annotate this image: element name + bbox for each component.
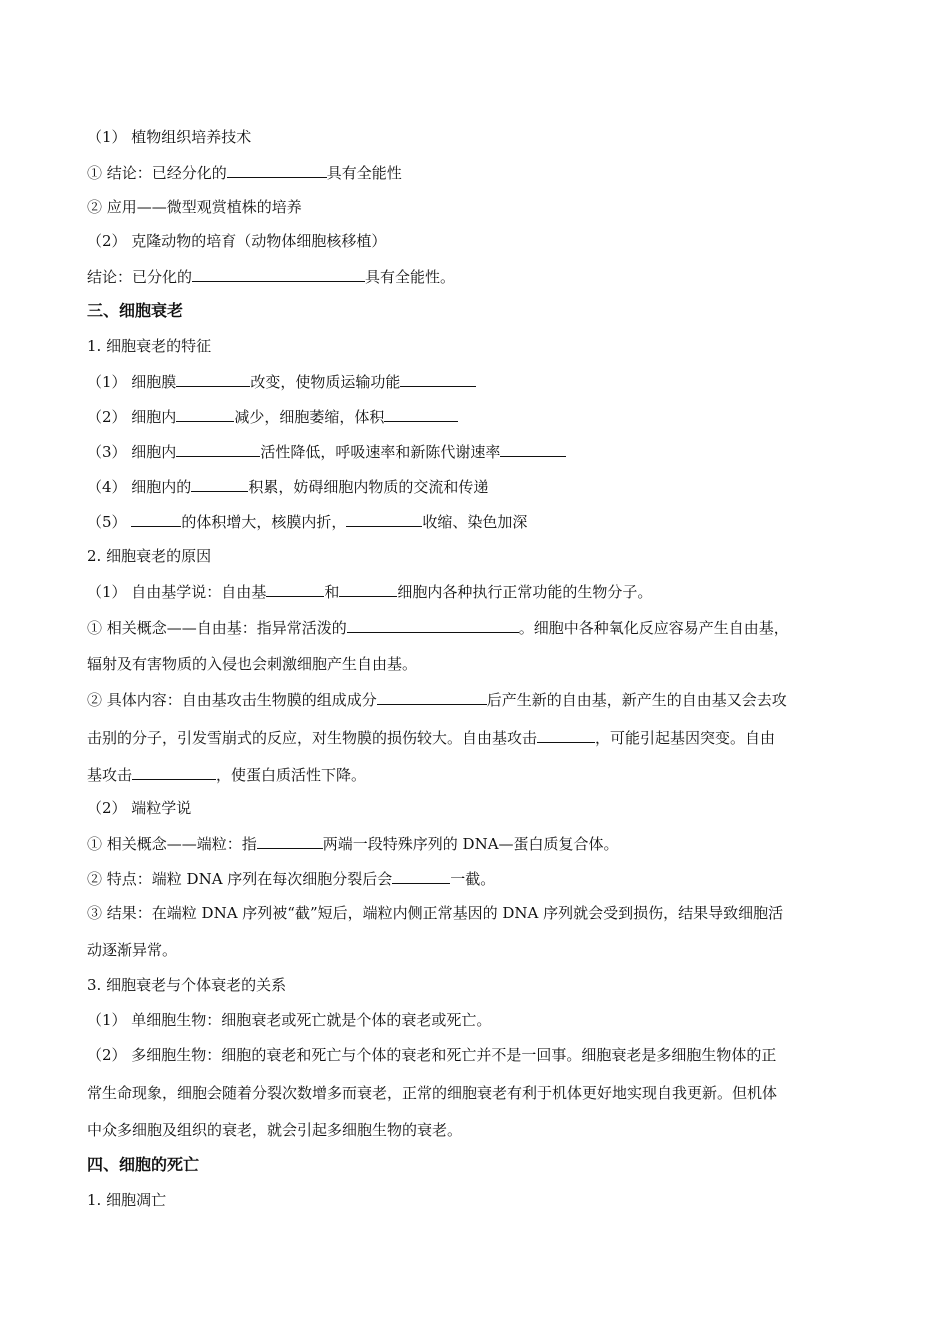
text: 动逐渐异常。 [87,941,178,959]
fill-blank[interactable] [537,727,595,743]
text-line [87,1010,867,1030]
text-line [87,798,867,818]
text: 收缩、染色加深 [422,513,528,531]
text: ① 相关概念——端粒：指 [87,835,257,853]
text: ，使蛋白质活性下降。 [216,766,367,784]
text: 1. 细胞衰老的特征 [87,337,212,355]
text-line [87,406,867,427]
fill-blank[interactable] [191,476,248,492]
text-line [87,162,867,183]
text: ② 特点：端粒 DNA 序列在每次细胞分裂后会 [87,870,393,888]
fill-blank[interactable] [500,441,566,457]
text: 结论：已分化的 [87,268,193,286]
text-line [87,654,867,674]
text-line [87,476,867,497]
text: ，可能引起基因突变。自由 [595,729,776,747]
text: 辐射及有害物质的入侵也会刺激细胞产生自由基。 [87,655,418,673]
text-line [87,617,867,638]
subsection-heading [87,546,867,566]
text: （1） 单细胞生物：细胞衰老或死亡就是个体的衰老或死亡。 [87,1011,492,1029]
text-line [87,231,867,251]
text: （2） 多细胞生物：细胞的衰老和死亡与个体的衰老和死亡并不是一回事。细胞衰老是多细胞生物体的正 [87,1046,777,1064]
text: 活性降低，呼吸速率和新陈代谢速率 [260,443,501,461]
fill-blank[interactable] [339,581,397,597]
text-line [87,1120,867,1140]
text-line [87,197,867,217]
text: （4） 细胞内的 [87,478,192,496]
text: ② 应用——微型观赏植株的培养 [87,198,302,216]
text-line [87,1083,867,1103]
text-line [87,266,867,287]
text: 的体积增大，核膜内折， [181,513,347,531]
text: 。细胞中各种氧化反应容易产生自由基， [518,619,789,637]
text: 1. 细胞凋亡 [87,1191,167,1209]
text: （1） 细胞膜 [87,373,177,391]
fill-blank[interactable] [377,689,487,705]
fill-blank[interactable] [266,581,324,597]
fill-blank[interactable] [347,617,519,633]
text-line [87,940,867,960]
subsection-heading [87,975,867,995]
text: （5） [87,513,132,531]
text: 具有全能性 [326,164,402,182]
fill-blank[interactable] [131,511,181,527]
text: ② 具体内容：自由基攻击生物膜的组成成分 [87,691,377,709]
text: 减少，细胞萎缩，体积 [234,408,385,426]
text: （2） 细胞内 [87,408,177,426]
fill-blank[interactable] [192,266,365,282]
text: 3. 细胞衰老与个体衰老的关系 [87,976,287,994]
text: 具有全能性。 [365,268,456,286]
text-line [87,868,867,889]
subsection-heading [87,336,867,356]
text: （1） 自由基学说：自由基 [87,583,267,601]
text: 后产生新的自由基，新产生的自由基又会去攻 [486,691,787,709]
text: （3） 细胞内 [87,443,177,461]
text: 改变，使物质运输功能 [250,373,401,391]
heading-text: 四、细胞的死亡 [87,1155,200,1174]
subsection-heading [87,1190,867,1210]
text: （2） 克隆动物的培育（动物体细胞核移植） [87,232,387,250]
fill-blank[interactable] [346,511,422,527]
text-line [87,1045,867,1065]
text: 2. 细胞衰老的原因 [87,547,212,565]
text-line [87,764,867,785]
text: （1） 植物组织培养技术 [87,128,252,146]
fill-blank[interactable] [227,162,327,178]
section-heading [87,301,867,321]
text-line [87,689,867,710]
fill-blank[interactable] [257,833,323,849]
section-heading [87,1155,867,1175]
fill-blank[interactable] [384,406,458,422]
text: ① 结论：已经分化的 [87,164,227,182]
text-line [87,903,867,923]
fill-blank[interactable] [176,406,234,422]
text-line [87,441,867,462]
fill-blank[interactable] [176,371,250,387]
heading-text: 三、细胞衰老 [87,301,184,320]
text: 击别的分子，引发雪崩式的反应，对生物膜的损伤较大。自由基攻击 [87,729,538,747]
text: 和 [324,583,340,601]
text: 积累，妨碍细胞内物质的交流和传递 [248,478,489,496]
text-line [87,511,867,532]
text: 中众多细胞及组织的衰老，就会引起多细胞生物的衰老。 [87,1121,463,1139]
text: 细胞内各种执行正常功能的生物分子。 [397,583,653,601]
text: 一截。 [450,870,496,888]
fill-blank[interactable] [400,371,476,387]
text: ① 相关概念——自由基：指异常活泼的 [87,619,347,637]
text: 两端一段特殊序列的 DNA—蛋白质复合体。 [322,835,619,853]
text: 基攻击 [87,766,133,784]
text-line [87,833,867,854]
text-line [87,727,867,748]
fill-blank[interactable] [176,441,260,457]
text: （2） 端粒学说 [87,799,192,817]
text: ③ 结果：在端粒 DNA 序列被“截”短后，端粒内侧正常基因的 DNA 序列就会受到损伤，结果导致细胞活 [87,904,784,922]
text-line [87,581,867,602]
text-line [87,371,867,392]
fill-blank[interactable] [132,764,216,780]
text-line [87,127,867,147]
text: 常生命现象，细胞会随着分裂次数增多而衰老，正常的细胞衰老有利于机体更好地实现自我更新。但机体 [87,1084,778,1102]
fill-blank[interactable] [392,868,450,884]
